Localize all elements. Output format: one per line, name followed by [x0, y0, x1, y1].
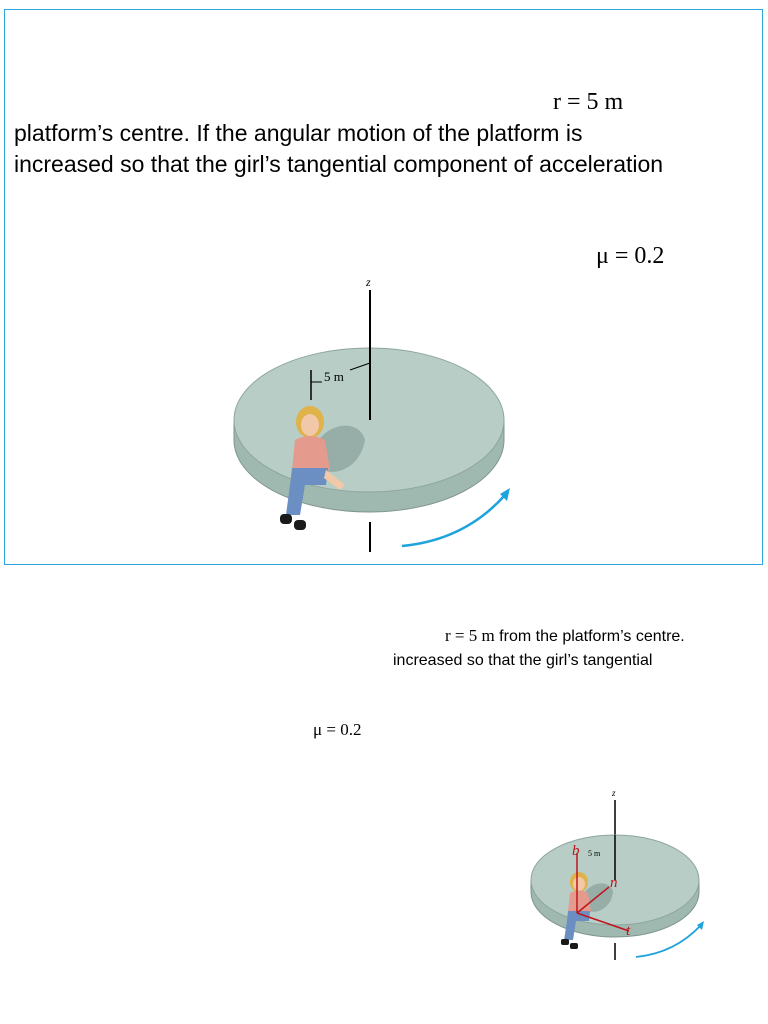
radius-dim-label: 5 m [324, 369, 344, 384]
svg-text:5 m: 5 m [588, 849, 601, 858]
equation-friction: μ = 0.2 [596, 243, 665, 269]
equation-radius-2: r = 5 m from the platform’s centre. [445, 626, 685, 645]
axis-b-label: b [572, 843, 580, 859]
problem-text-line-2: increased so that the girl’s tangential component of acceleration [14, 151, 664, 177]
platform-figure-axes [525, 785, 715, 965]
problem-text-line-2b: increased so that the girl’s tangential [393, 652, 653, 669]
problem-text-line-1: platform’s centre. If the angular motion of the platform is [14, 120, 583, 146]
axis-t-label: t [626, 923, 631, 939]
equation-friction-2: μ = 0.2 [313, 720, 362, 739]
platform-figure [220, 270, 530, 560]
z-axis-label: z [366, 275, 371, 289]
axis-n-label: n [610, 875, 618, 891]
svg-text:z: z [612, 788, 616, 798]
equation-radius: r = 5 m [553, 89, 624, 115]
